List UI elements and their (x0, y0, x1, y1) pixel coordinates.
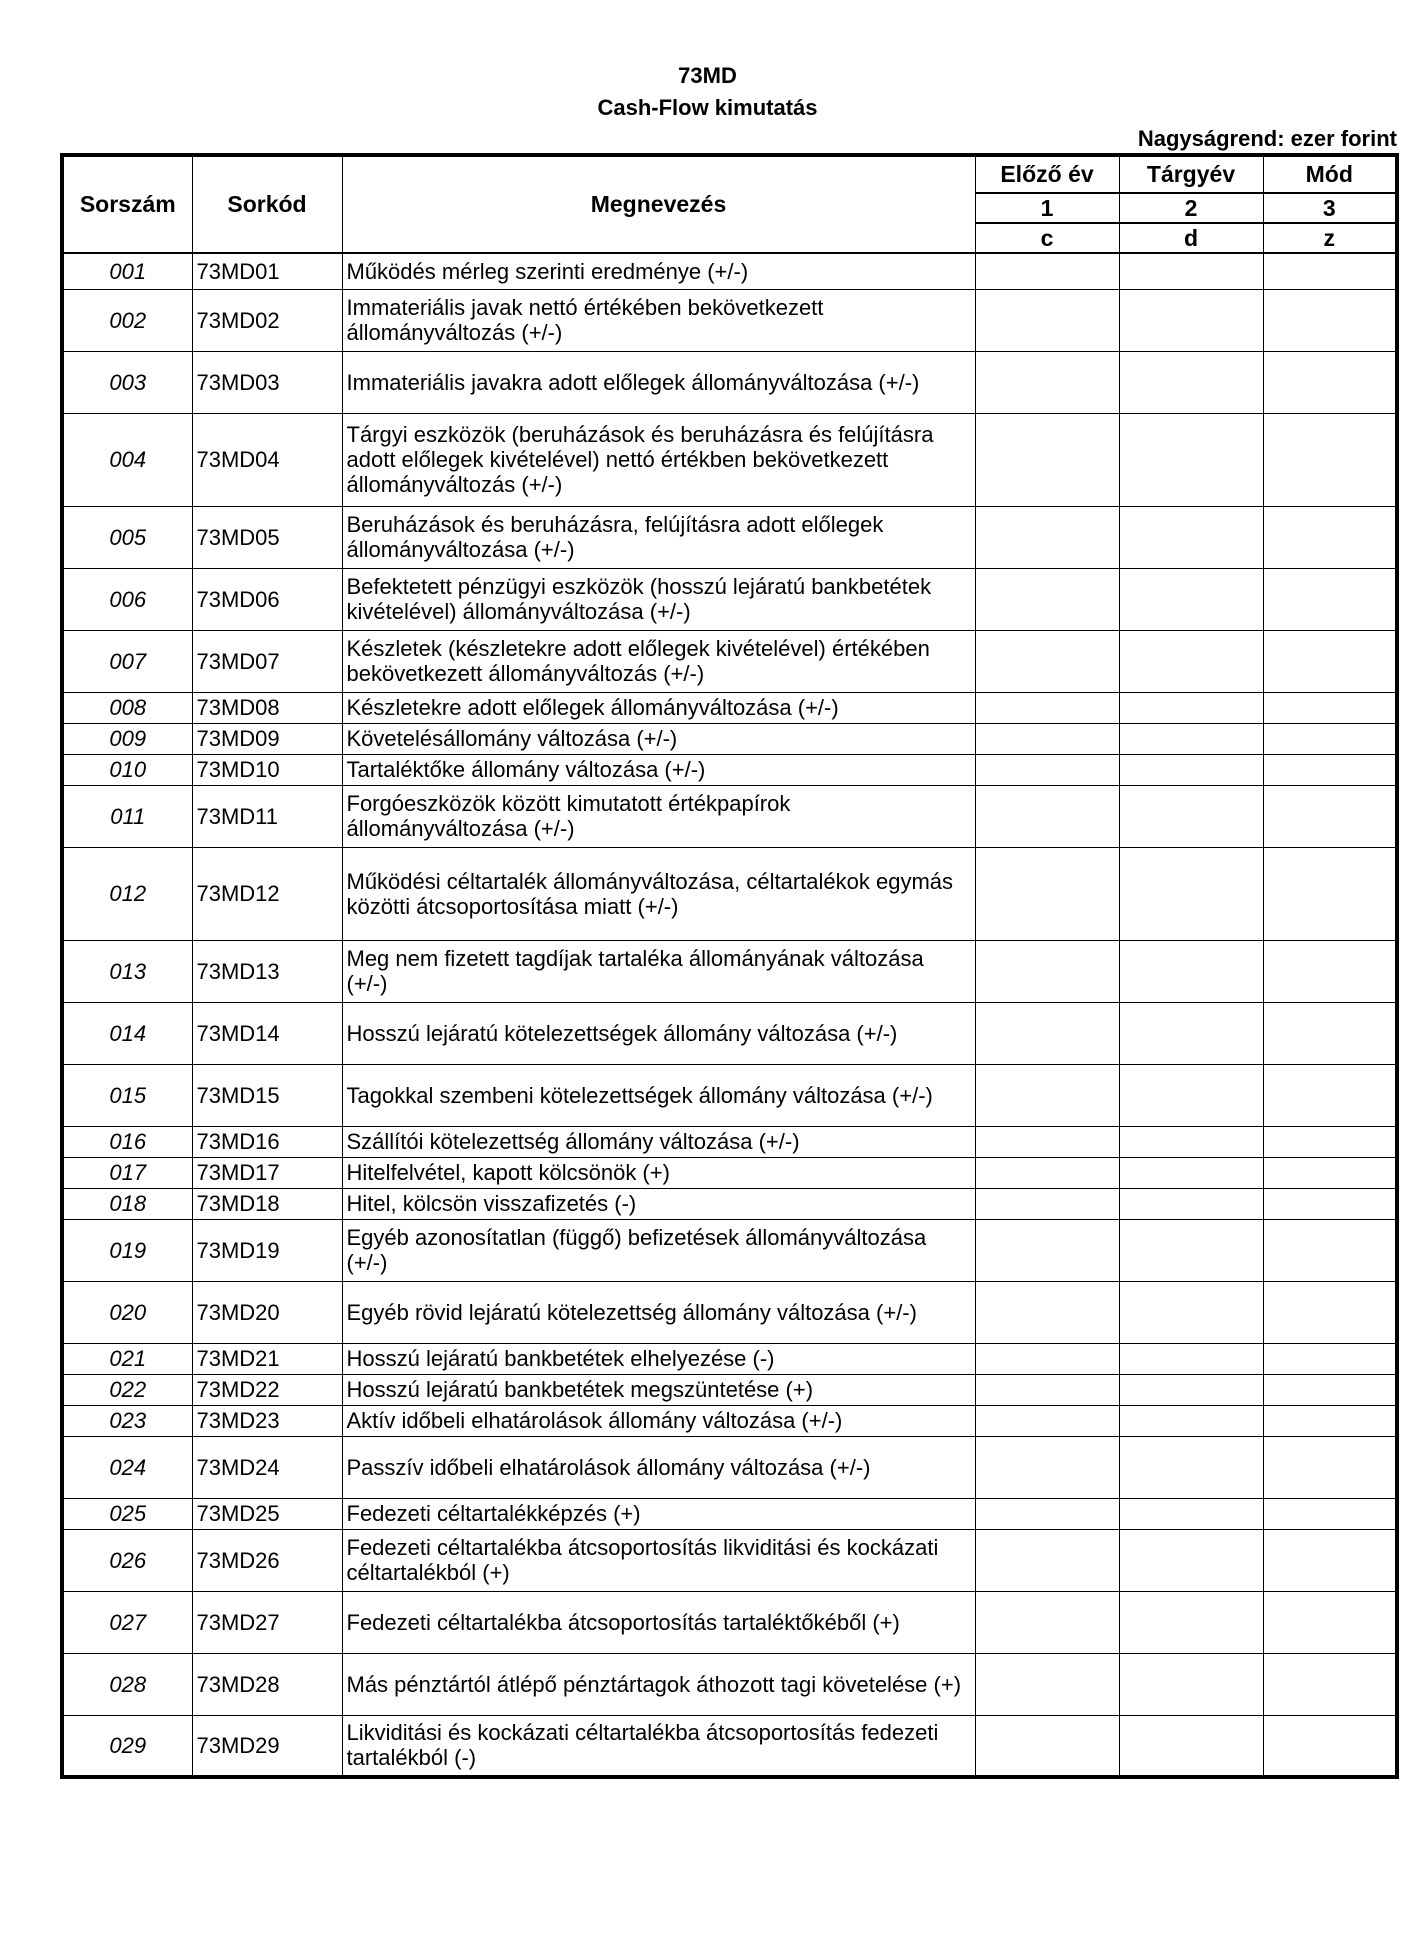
value-cell-elozo-ev[interactable] (975, 1529, 1119, 1591)
row-number: 026 (62, 1529, 192, 1591)
value-cell-targyev[interactable] (1119, 754, 1263, 785)
value-cell-targyev[interactable] (1119, 847, 1263, 940)
row-code: 73MD20 (192, 1281, 342, 1343)
value-cell-mod[interactable] (1263, 1653, 1397, 1715)
header-megnevezes: Megnevezés (342, 155, 975, 253)
value-cell-elozo-ev[interactable] (975, 568, 1119, 630)
table-row (62, 630, 1397, 692)
header-letter-c: c (975, 223, 1119, 253)
value-cell-targyev[interactable] (1119, 568, 1263, 630)
value-cell-targyev[interactable] (1119, 1653, 1263, 1715)
row-code: 73MD16 (192, 1126, 342, 1157)
value-cell-elozo-ev[interactable] (975, 1002, 1119, 1064)
row-code: 73MD09 (192, 723, 342, 754)
table-row (62, 1529, 1397, 1591)
row-name: Fedezeti céltartalékképzés (+) (342, 1498, 975, 1529)
table-row (62, 351, 1397, 413)
row-number: 016 (62, 1126, 192, 1157)
row-number: 004 (62, 413, 192, 506)
table-row (62, 413, 1397, 506)
row-code: 73MD04 (192, 413, 342, 506)
row-code: 73MD17 (192, 1157, 342, 1188)
row-name: Immateriális javakra adott előlegek állományváltozása (+/-) (342, 351, 975, 413)
value-cell-mod[interactable] (1263, 754, 1397, 785)
table-row (62, 1591, 1397, 1653)
row-name: Fedezeti céltartalékba átcsoportosítás tartaléktőkéből (+) (342, 1591, 975, 1653)
value-cell-elozo-ev[interactable] (975, 630, 1119, 692)
value-cell-elozo-ev[interactable] (975, 1715, 1119, 1777)
row-name: Hosszú lejáratú kötelezettségek állomány változása (+/-) (342, 1002, 975, 1064)
row-code: 73MD02 (192, 289, 342, 351)
row-number: 009 (62, 723, 192, 754)
row-name: Egyéb azonosítatlan (függő) befizetések állományváltozása (+/-) (342, 1219, 975, 1281)
value-cell-targyev[interactable] (1119, 1436, 1263, 1498)
value-cell-elozo-ev[interactable] (975, 692, 1119, 723)
value-cell-elozo-ev[interactable] (975, 413, 1119, 506)
value-cell-targyev[interactable] (1119, 1157, 1263, 1188)
value-cell-mod[interactable] (1263, 1498, 1397, 1529)
value-cell-mod[interactable] (1263, 1126, 1397, 1157)
table-row (62, 1374, 1397, 1405)
table-row (62, 568, 1397, 630)
value-cell-targyev[interactable] (1119, 1529, 1263, 1591)
value-cell-targyev[interactable] (1119, 1591, 1263, 1653)
value-cell-mod[interactable] (1263, 1529, 1397, 1591)
row-number: 023 (62, 1405, 192, 1436)
value-cell-elozo-ev[interactable] (975, 1188, 1119, 1219)
header-targyev: Tárgyév (1119, 155, 1263, 193)
value-cell-mod[interactable] (1263, 568, 1397, 630)
row-number: 022 (62, 1374, 192, 1405)
value-cell-elozo-ev[interactable] (975, 1126, 1119, 1157)
row-number: 011 (62, 785, 192, 847)
table-row (62, 1715, 1397, 1777)
value-cell-targyev[interactable] (1119, 1188, 1263, 1219)
row-number: 005 (62, 506, 192, 568)
row-number: 020 (62, 1281, 192, 1343)
table-row (62, 1281, 1397, 1343)
header-num-2: 2 (1119, 193, 1263, 223)
value-cell-elozo-ev[interactable] (975, 1405, 1119, 1436)
header-letter-z: z (1263, 223, 1397, 253)
row-name: Működési céltartalék állományváltozása, céltartalékok egymás közötti átcsoportosítása miatt (+/-) (342, 847, 975, 940)
table-row (62, 1219, 1397, 1281)
header-num-3: 3 (1263, 193, 1397, 223)
value-cell-targyev[interactable] (1119, 253, 1263, 289)
value-cell-mod[interactable] (1263, 847, 1397, 940)
table-row (62, 1343, 1397, 1374)
row-code: 73MD10 (192, 754, 342, 785)
value-cell-mod[interactable] (1263, 1281, 1397, 1343)
row-code: 73MD24 (192, 1436, 342, 1498)
value-cell-elozo-ev[interactable] (975, 785, 1119, 847)
value-cell-targyev[interactable] (1119, 1126, 1263, 1157)
value-cell-elozo-ev[interactable] (975, 351, 1119, 413)
row-code: 73MD13 (192, 940, 342, 1002)
row-code: 73MD03 (192, 351, 342, 413)
value-cell-targyev[interactable] (1119, 785, 1263, 847)
value-cell-elozo-ev[interactable] (975, 1374, 1119, 1405)
value-cell-mod[interactable] (1263, 1343, 1397, 1374)
row-number: 021 (62, 1343, 192, 1374)
row-name: Tartaléktőke állomány változása (+/-) (342, 754, 975, 785)
value-cell-targyev[interactable] (1119, 506, 1263, 568)
value-cell-targyev[interactable] (1119, 289, 1263, 351)
header-sorszam: Sorszám (62, 155, 192, 253)
row-name: Egyéb rövid lejáratú kötelezettség állomány változása (+/-) (342, 1281, 975, 1343)
table-row (62, 754, 1397, 785)
row-code: 73MD25 (192, 1498, 342, 1529)
value-cell-elozo-ev[interactable] (975, 1219, 1119, 1281)
row-code: 73MD14 (192, 1002, 342, 1064)
table-row (62, 289, 1397, 351)
row-code: 73MD07 (192, 630, 342, 692)
row-number: 018 (62, 1188, 192, 1219)
value-cell-targyev[interactable] (1119, 1498, 1263, 1529)
row-number: 010 (62, 754, 192, 785)
value-cell-elozo-ev[interactable] (975, 847, 1119, 940)
table-row (62, 1436, 1397, 1498)
value-cell-mod[interactable] (1263, 506, 1397, 568)
row-code: 73MD12 (192, 847, 342, 940)
header-letter-d: d (1119, 223, 1263, 253)
value-cell-mod[interactable] (1263, 1002, 1397, 1064)
row-code: 73MD27 (192, 1591, 342, 1653)
row-name: Immateriális javak nettó értékében bekövetkezett állományváltozás (+/-) (342, 289, 975, 351)
row-number: 019 (62, 1219, 192, 1281)
row-code: 73MD11 (192, 785, 342, 847)
row-code: 73MD18 (192, 1188, 342, 1219)
row-name: Tagokkal szembeni kötelezettségek állomány változása (+/-) (342, 1064, 975, 1126)
row-number: 003 (62, 351, 192, 413)
table-row (62, 1405, 1397, 1436)
value-cell-targyev[interactable] (1119, 351, 1263, 413)
row-code: 73MD28 (192, 1653, 342, 1715)
value-cell-elozo-ev[interactable] (975, 1591, 1119, 1653)
form-code: 73MD (678, 63, 737, 88)
row-code: 73MD08 (192, 692, 342, 723)
table-row (62, 1653, 1397, 1715)
table-row (62, 723, 1397, 754)
row-name: Készletekre adott előlegek állományváltozása (+/-) (342, 692, 975, 723)
value-cell-elozo-ev[interactable] (975, 1157, 1119, 1188)
row-code: 73MD06 (192, 568, 342, 630)
page-title: Cash-Flow kimutatás (597, 95, 818, 120)
row-number: 012 (62, 847, 192, 940)
table-row (62, 1188, 1397, 1219)
row-number: 014 (62, 1002, 192, 1064)
table-row (62, 785, 1397, 847)
value-cell-elozo-ev[interactable] (975, 289, 1119, 351)
header-sorkod: Sorkód (192, 155, 342, 253)
header-mod: Mód (1263, 155, 1397, 193)
row-number: 001 (62, 253, 192, 289)
value-cell-elozo-ev[interactable] (975, 723, 1119, 754)
table-row (62, 1498, 1397, 1529)
value-cell-elozo-ev[interactable] (975, 1064, 1119, 1126)
row-code: 73MD15 (192, 1064, 342, 1126)
value-cell-mod[interactable] (1263, 351, 1397, 413)
value-cell-mod[interactable] (1263, 1219, 1397, 1281)
row-name: Készletek (készletekre adott előlegek kivételével) értékében bekövetkezett állományváltozás (+/-) (342, 630, 975, 692)
value-cell-elozo-ev[interactable] (975, 506, 1119, 568)
row-name: Követelésállomány változása (+/-) (342, 723, 975, 754)
row-name: Passzív időbeli elhatárolások állomány változása (+/-) (342, 1436, 975, 1498)
value-cell-mod[interactable] (1263, 1374, 1397, 1405)
row-number: 013 (62, 940, 192, 1002)
value-cell-mod[interactable] (1263, 940, 1397, 1002)
value-cell-targyev[interactable] (1119, 723, 1263, 754)
value-cell-elozo-ev[interactable] (975, 1281, 1119, 1343)
row-code: 73MD21 (192, 1343, 342, 1374)
value-cell-targyev[interactable] (1119, 413, 1263, 506)
header-num-1: 1 (975, 193, 1119, 223)
value-cell-targyev[interactable] (1119, 630, 1263, 692)
row-number: 008 (62, 692, 192, 723)
row-name: Likviditási és kockázati céltartalékba átcsoportosítás fedezeti tartalékból (-) (342, 1715, 975, 1777)
row-number: 007 (62, 630, 192, 692)
value-cell-targyev[interactable] (1119, 1405, 1263, 1436)
value-cell-elozo-ev[interactable] (975, 1343, 1119, 1374)
value-cell-elozo-ev[interactable] (975, 754, 1119, 785)
value-cell-mod[interactable] (1263, 1064, 1397, 1126)
row-code: 73MD26 (192, 1529, 342, 1591)
row-name: Meg nem fizetett tagdíjak tartaléka állományának változása (+/-) (342, 940, 975, 1002)
value-cell-targyev[interactable] (1119, 940, 1263, 1002)
value-cell-elozo-ev[interactable] (975, 253, 1119, 289)
value-cell-mod[interactable] (1263, 289, 1397, 351)
value-cell-elozo-ev[interactable] (975, 940, 1119, 1002)
table-row (62, 692, 1397, 723)
value-cell-targyev[interactable] (1119, 692, 1263, 723)
row-name: Hitel, kölcsön visszafizetés (-) (342, 1188, 975, 1219)
row-name: Beruházások és beruházásra, felújításra adott előlegek állományváltozása (+/-) (342, 506, 975, 568)
row-code: 73MD29 (192, 1715, 342, 1777)
value-cell-mod[interactable] (1263, 413, 1397, 506)
value-cell-targyev[interactable] (1119, 1002, 1263, 1064)
row-code: 73MD22 (192, 1374, 342, 1405)
row-name: Hosszú lejáratú bankbetétek elhelyezése (-) (342, 1343, 975, 1374)
row-number: 017 (62, 1157, 192, 1188)
row-number: 002 (62, 289, 192, 351)
row-number: 024 (62, 1436, 192, 1498)
value-cell-elozo-ev[interactable] (975, 1498, 1119, 1529)
row-code: 73MD23 (192, 1405, 342, 1436)
row-name: Fedezeti céltartalékba átcsoportosítás likviditási és kockázati céltartalékból (+) (342, 1529, 975, 1591)
value-cell-elozo-ev[interactable] (975, 1653, 1119, 1715)
row-number: 006 (62, 568, 192, 630)
value-cell-targyev[interactable] (1119, 1343, 1263, 1374)
value-cell-mod[interactable] (1263, 630, 1397, 692)
table-row (62, 847, 1397, 940)
row-name: Befektetett pénzügyi eszközök (hosszú lejáratú bankbetétek kivételével) állományváltozása (+/-) (342, 568, 975, 630)
value-cell-targyev[interactable] (1119, 1715, 1263, 1777)
value-cell-elozo-ev[interactable] (975, 1436, 1119, 1498)
row-number: 015 (62, 1064, 192, 1126)
row-name: Hitelfelvétel, kapott kölcsönök (+) (342, 1157, 975, 1188)
row-name: Aktív időbeli elhatárolások állomány változása (+/-) (342, 1405, 975, 1436)
row-name: Más pénztártól átlépő pénztártagok áthozott tagi követelése (+) (342, 1653, 975, 1715)
value-cell-targyev[interactable] (1119, 1281, 1263, 1343)
table-row (62, 1126, 1397, 1157)
value-cell-targyev[interactable] (1119, 1064, 1263, 1126)
table-row (62, 506, 1397, 568)
header-elozo-ev: Előző év (975, 155, 1119, 193)
table-row (62, 1157, 1397, 1188)
row-name: Hosszú lejáratú bankbetétek megszüntetése (+) (342, 1374, 975, 1405)
value-cell-targyev[interactable] (1119, 1219, 1263, 1281)
unit-label: Nagyságrend: ezer forint (1137, 126, 1397, 151)
row-number: 029 (62, 1715, 192, 1777)
row-code: 73MD01 (192, 253, 342, 289)
row-code: 73MD05 (192, 506, 342, 568)
table-row (62, 253, 1397, 289)
row-name: Működés mérleg szerinti eredménye (+/-) (342, 253, 975, 289)
table-row (62, 1064, 1397, 1126)
value-cell-mod[interactable] (1263, 253, 1397, 289)
value-cell-mod[interactable] (1263, 1591, 1397, 1653)
value-cell-targyev[interactable] (1119, 1374, 1263, 1405)
row-name: Tárgyi eszközök (beruházások és beruházásra és felújításra adott előlegek kivételével) nettó értékben bekövetkezett állományváltozás (+/-) (342, 413, 975, 506)
value-cell-mod[interactable] (1263, 692, 1397, 723)
value-cell-mod[interactable] (1263, 1405, 1397, 1436)
row-number: 027 (62, 1591, 192, 1653)
table-row (62, 1002, 1397, 1064)
value-cell-mod[interactable] (1263, 785, 1397, 847)
row-name: Forgóeszközök között kimutatott értékpapírok állományváltozása (+/-) (342, 785, 975, 847)
value-cell-mod[interactable] (1263, 1715, 1397, 1777)
value-cell-mod[interactable] (1263, 1157, 1397, 1188)
cashflow-table (60, 153, 1399, 1779)
table-row (62, 940, 1397, 1002)
row-name: Szállítói kötelezettség állomány változása (+/-) (342, 1126, 975, 1157)
row-code: 73MD19 (192, 1219, 342, 1281)
row-number: 025 (62, 1498, 192, 1529)
value-cell-mod[interactable] (1263, 723, 1397, 754)
row-number: 028 (62, 1653, 192, 1715)
value-cell-mod[interactable] (1263, 1188, 1397, 1219)
value-cell-mod[interactable] (1263, 1436, 1397, 1498)
